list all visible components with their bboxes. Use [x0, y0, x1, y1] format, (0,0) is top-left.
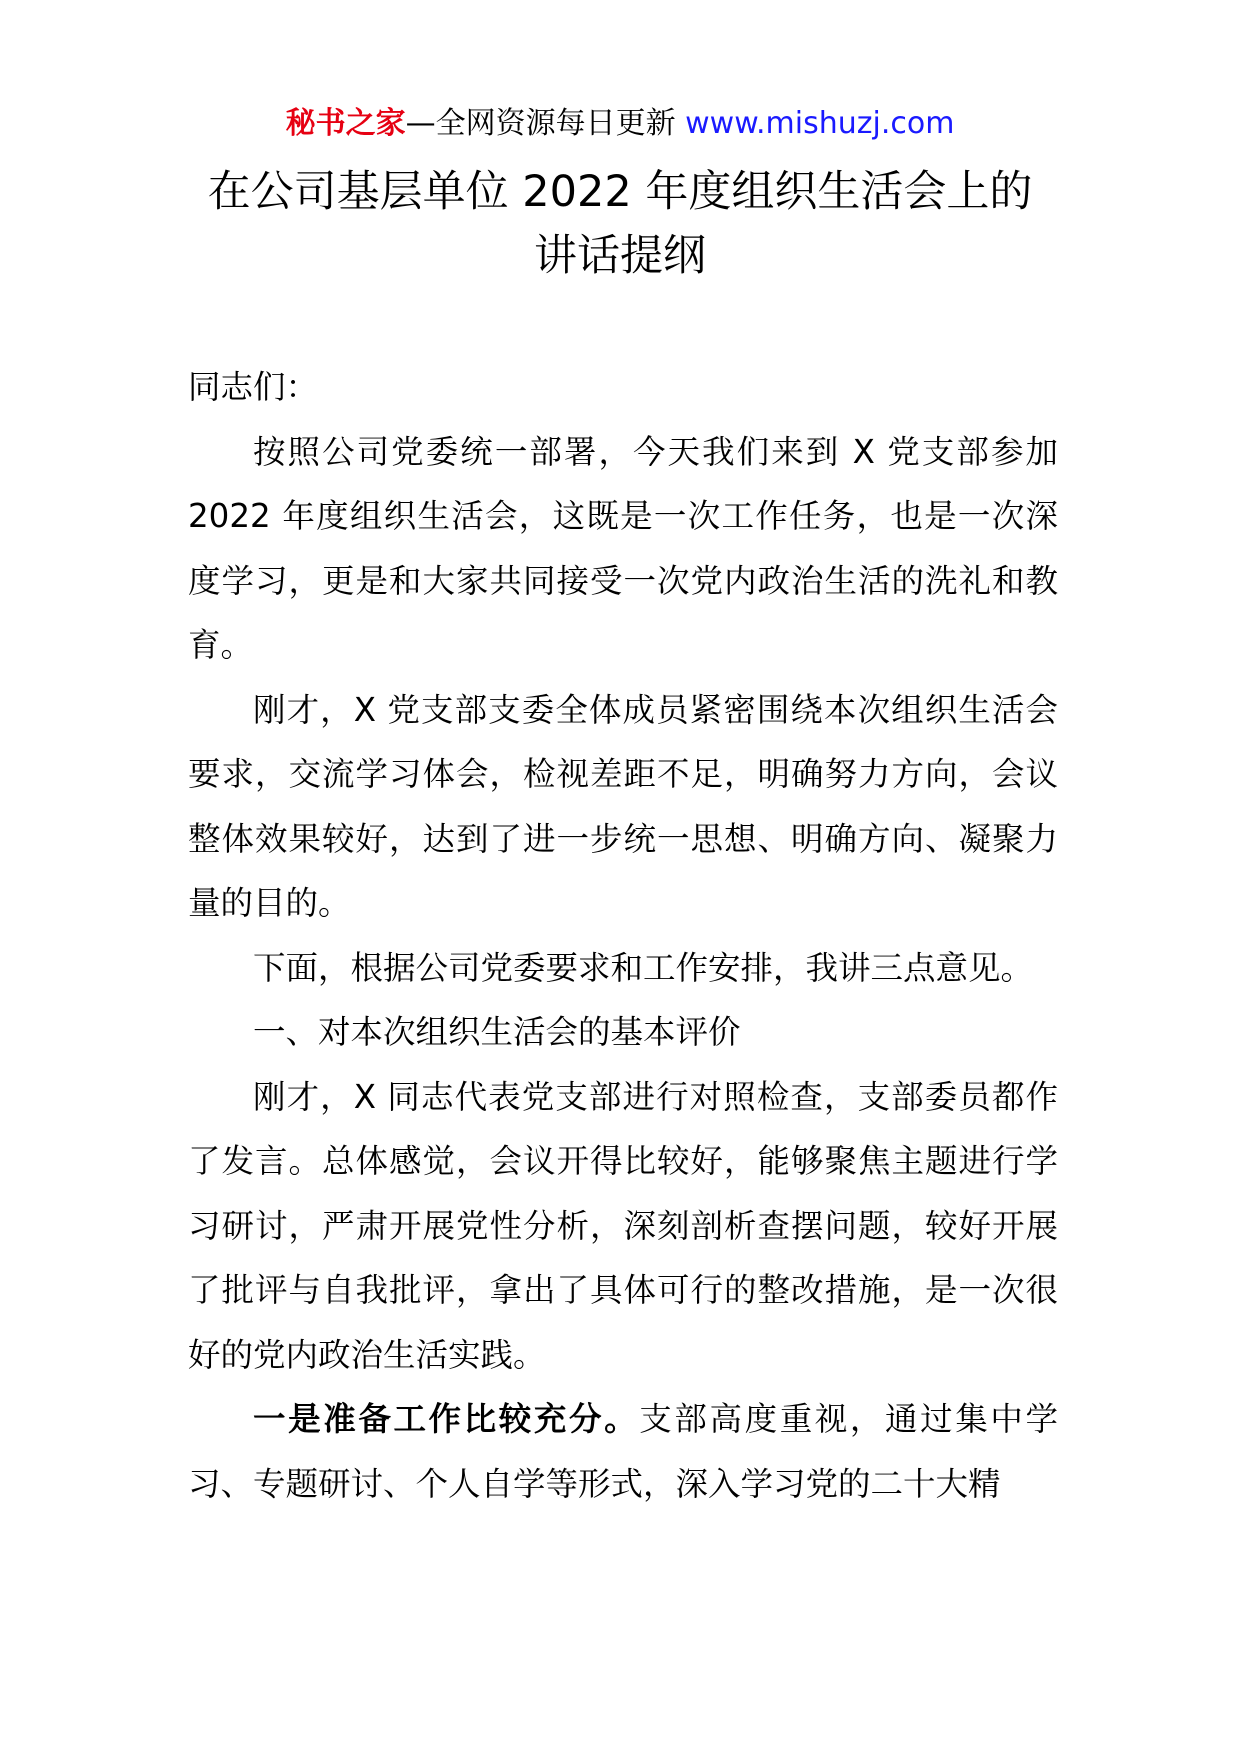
point-1-text: 支部高度重视，通过集中学习、专题研讨、个人自学等形式，深入学习党的二十大精 — [188, 1400, 1058, 1503]
site-header — [0, 100, 1240, 148]
section-heading-1: 一、对本次组织生活会的基本评价 — [253, 1013, 741, 1051]
paragraph-meeting-summary: 刚才，X 党支部支委全体成员紧密围绕本次组织生活会要求，交流学习体会，检视差距不足，明确努力方向，会议整体效果较好，达到了进一步统一思想、明确方向、凝聚力量的目的。 — [188, 690, 1058, 922]
paragraph-evaluation: 刚才，X 同志代表党支部进行对照检查，支部委员都作了发言。总体感觉，会议开得比较好，能够聚焦主题进行学习研讨，严肃开展党性分析，深刻剖析查摆问题，较好开展了批评与自我批评，拿出了具体可行的整改措施，是一次很好的党内政治生活实践。 — [188, 1077, 1058, 1374]
salutation: 同志们： — [188, 368, 319, 406]
title-line-1: 在公司基层单位 2022 年度组织生活会上的 — [207, 167, 1033, 217]
paragraph-intro: 按照公司党委统一部署，今天我们来到 X 党支部参加 2022 年度组织生活会，这既是一次工作任务，也是一次深度学习，更是和大家共同接受一次党内政治生活的洗礼和教育。 — [188, 432, 1058, 664]
header-slogan: —全网资源每日更新 — [405, 106, 686, 141]
site-url-link[interactable]: www.mishuzj.com — [685, 106, 955, 141]
point-1-lead: 一是准备工作比较充分。 — [253, 1400, 640, 1438]
document-title — [150, 160, 1090, 288]
document-body — [188, 355, 1058, 1516]
brand-name: 秘书之家 — [285, 106, 406, 141]
paragraph-transition: 下面，根据公司党委要求和工作安排，我讲三点意见。 — [253, 948, 1034, 987]
paragraph-point-1 — [188, 1387, 1058, 1516]
title-line-2: 讲话提纲 — [534, 231, 706, 281]
